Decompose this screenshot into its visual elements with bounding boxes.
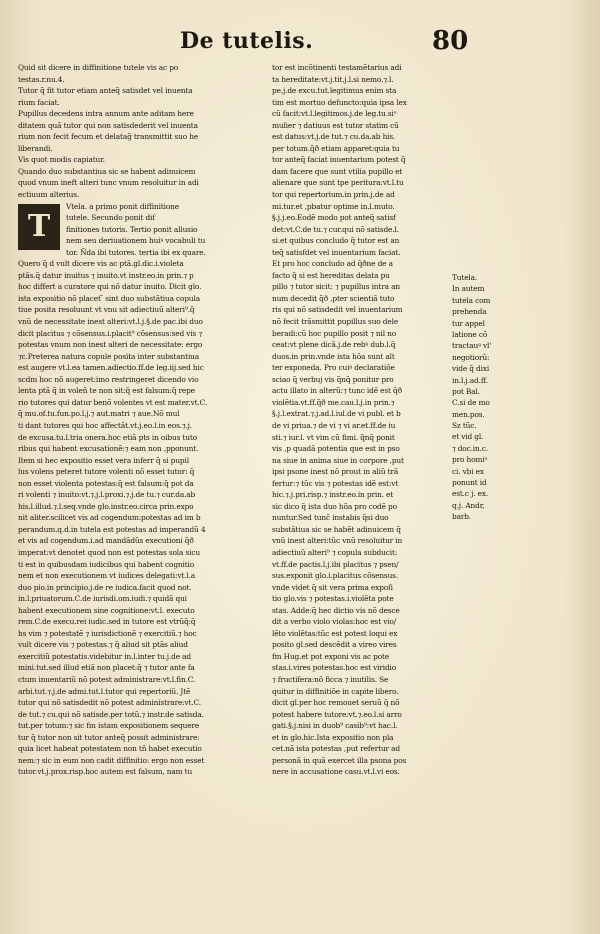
text-line: na siue in anima siue in corpore ,put: [272, 455, 404, 465]
text-line: teq̃ satisfdet vel inuentarium faciat.: [272, 247, 401, 257]
gloss-line: Sz tũc.: [452, 421, 477, 431]
text-line: pe.j.de excu.tut.legitimus enim sta: [272, 86, 397, 96]
gloss-line: negotiorũ:: [452, 352, 490, 362]
text-line: hs vim ⁊ potestatẽ ⁊ iurisdictionẽ ⁊ exercitiũ.⁊ hoc: [18, 628, 197, 638]
middle-column: [272, 62, 468, 842]
text-line: tutor.vt.j.prox.risp.hoc autem est falsum, nam tu: [18, 767, 193, 777]
text-line: vt.ff.de pactis.l.j.ibi placitus ⁊ psen/: [272, 559, 399, 569]
text-line: ⁊ fructifera:nõ ficca ⁊ inutilis. Se: [272, 674, 389, 684]
opening-line: finitiones tutoris. Tertio ponit allusio: [66, 224, 198, 234]
side-gloss: [452, 272, 516, 523]
text-line: q̃ mu.of.tu.fun.po.l.j.⁊ aut.matri ⁊ aue.Nõ mul: [18, 409, 180, 419]
gloss-line: prehenda: [452, 307, 487, 317]
text-line: scdm hoc nõ augeret:imo restringeret dicendo vio: [18, 374, 199, 384]
page-header: [0, 22, 600, 66]
text-line: ter exponeda. Pro cuiꝰ declaratiõe: [272, 363, 395, 373]
running-title: De tutelis.: [180, 28, 314, 54]
gloss-line: latione cõ: [452, 329, 488, 339]
text-line: tor anteq̃ faciat inuentarium potest q̃: [272, 155, 406, 165]
gloss-line: q.j. Andr,: [452, 500, 485, 510]
summary-line: ditatem quã tutor qui non satisdederit vel inuenta: [18, 120, 198, 130]
text-line: de tut.⁊ cu.qui nõ satisde.per totũ.⁊ instr.de satisda.: [18, 709, 204, 719]
text-line: hic.⁊.j.pri.risp.⁊ instr.eo.in prin. et: [272, 490, 394, 500]
summary-line: Quid sit dicere in diffinitione tutele vis ac po: [18, 63, 179, 72]
text-line: §.j.l.extrat.⁊.j.ad.l.iul.de vi publ. et b: [272, 409, 401, 419]
gloss-line: barb.: [452, 512, 472, 522]
text-line: his.l.illud.⁊.l.seq.vnde glo.instr.eo.circa prin.expo: [18, 501, 194, 511]
text-line: si.et quibus concludo q̃ tutor est an: [272, 236, 400, 246]
text-line: tutor qui nõ satisdedit nõ potest administrare:vt.C.: [18, 698, 201, 708]
text-line: vult dicere vis ⁊ potestas.⁊ q̃ aliud sit ptãs aliud: [18, 640, 188, 650]
text-line: stas. Adde:q̃ hec dictio vis nõ desce: [272, 605, 400, 615]
text-line: violẽtia.vt.ff.q̃ð me.cau.l.j.in prin.⁊: [272, 397, 395, 407]
left-column: [18, 62, 266, 842]
summary-list: [18, 62, 266, 201]
summary-line: Tutor q̃ fit tutor etiam anteq̃ satisdet vel inuenta: [18, 86, 193, 96]
text-line: duos.in prin.vnde ista hõa sunt alt: [272, 351, 395, 361]
text-line: ceat:vt plene dicã.j.de rebꝰ dub.l.q̃: [272, 340, 396, 350]
text-line: Quero q̃ d vult dicere vis ac ptã.gl.dic.i.violeta: [18, 259, 184, 269]
gloss-line: vide q̃ dixi: [452, 364, 490, 374]
text-line: quia licet habeat potestatem non tñ habet executio: [18, 744, 202, 754]
summary-line: ectiuum alterius.: [18, 190, 80, 200]
text-line: in.l.priuatorum.C.de iurisdi.om.iudi.⁊ quidã qui: [18, 594, 187, 604]
text-line: dicit gl.per hoc remouet seruũ q̃ nõ: [272, 698, 400, 708]
text-line: posito gl.sed descẽdit a vireo vires: [272, 640, 397, 650]
gloss-line: in.l.j.ad.ff.: [452, 375, 488, 385]
text-line: dit a verbo violo violas:hoc est vio/: [272, 617, 397, 627]
text-line: quitur in diffinitiõe in capite libero.: [272, 686, 399, 696]
text-line: habent executionem sine cognitione:vt.l. executo: [18, 605, 195, 615]
text-line: potest habere tutore:vt.⁊.eo.l.si arro: [272, 709, 402, 719]
text-line: cet.nã ista potestas ,put refertur ad: [272, 744, 400, 754]
text-line: exercitiũ potestatis.videbitur in.l.inter tu.j.de ad: [18, 651, 191, 661]
opening-line: tutele. Secundo ponit dif: [66, 213, 155, 223]
gloss-line: tur appel: [452, 318, 485, 328]
gloss-line: pro homiᵘ: [452, 455, 488, 465]
text-line: ti est in quibusdam iudicibus qui habent cognitio: [18, 559, 195, 569]
summary-line: testas.r.nu.4.: [18, 74, 65, 84]
text-line: hoc differt a curatore qui nõ datur inuito. Dicit glo.: [18, 282, 202, 292]
text-line: actu illato in alterũ:⁊ tunc idẽ est q̃ð: [272, 386, 402, 396]
text-line: nõ fecit trãsmittit pupillus suo dele: [272, 317, 399, 327]
text-line: nit aliter.scilicet vis ad cogendum:potestas ad im b: [18, 513, 201, 523]
text-line: vnũ de necessitate inest alteri:vt.l.j.§.de pac.ibi duo: [18, 317, 203, 327]
text-line: nem et non executionem vt iudices delegati:vt.l.a: [18, 571, 196, 581]
commentary-text: [18, 258, 266, 778]
gloss-line: ci. vbi ex: [452, 466, 484, 476]
summary-line: liberandi.: [18, 143, 53, 153]
opening-line: tor. Ñda ibi tutores. tertia ibi ex quare.: [66, 247, 206, 257]
marginal-notes: [452, 272, 516, 523]
text-line: de vi priua.⁊ de vi ⁊ vi ar.et.ff.de iu: [272, 420, 396, 430]
text-line: fertur:⁊ tũc vis ⁊ potestas idẽ est:vt: [272, 478, 399, 488]
text-line: vnde videt q̃ sit vera prima expoſi: [272, 582, 393, 592]
text-line: sic dico q̃ ista duo hõa pro codẽ po: [272, 501, 397, 511]
folio-number: 80: [432, 26, 469, 56]
text-line: tor est incõtinenti testamẽtarius adi: [272, 63, 402, 72]
summary-line: quod vnum ineft alteri tunc vnum resoluitur in adi: [18, 178, 199, 188]
text-line: ista expositio nõ placet ̃ sint duo substãtiua copula: [18, 293, 201, 303]
text-line: ipsi psone inest nõ prout in aliũ trã: [272, 467, 399, 477]
text-line: non esset violenta potestas:q̃ est falsum:q̃ pot da: [18, 478, 194, 488]
text-line: ribus qui habent excusationẽ:⁊ eam non ,pponunt.: [18, 444, 199, 454]
gloss-line: C.si de mo: [452, 398, 490, 408]
text-line: ctum inuentariũ nõ potest administrare:vt.l.fin.C.: [18, 674, 196, 684]
gloss-line: ponunt id: [452, 478, 487, 488]
text-line: Et pro hoc concludo ad q̃ðne de a: [272, 259, 393, 269]
text-line: dicit placitus ⁊ cõsensus.i.placit⁹ cõsensus:sed vis ⁊: [18, 328, 202, 338]
text-line: §.j.j.eo.Eodẽ modo pot anteq̃ satisf: [272, 213, 396, 223]
text-line: num decedit q̃ð ,pter scientiã tuto: [272, 293, 395, 303]
text-line: tut.per totum:⁊ sic fm istam expositionem sequere: [18, 721, 200, 731]
text-line: rio tutores qui datur benõ volentes vt est mater.vt.C.: [18, 397, 208, 407]
text-line: sti.⁊ iur.l. vt vim cũ fimi. q̃nq̃ ponit: [272, 432, 395, 442]
text-line: facto q̃ si est hereditas delata pu: [272, 270, 390, 280]
text-line: mini.tut.sed illud etiã non placet:q̃ ⁊ tutor ante fa: [18, 663, 195, 673]
text-line: nuntur.Sed tunc̃ instabis q̃si duo: [272, 513, 389, 523]
text-line: perandum.q.d.in tutela est potestas ad imperandũ 4: [18, 524, 206, 534]
gloss-line: tractauꝰ vl': [452, 341, 492, 351]
text-line: cũ facit:vt.l.legitimos.j.de leg.tu.siᵘ: [272, 109, 397, 119]
text-line: potestas vnum non inest alteri de necessitate: ergo: [18, 340, 203, 350]
text-line: tim est mortuo defuncto:quia ipsa lex: [272, 97, 407, 107]
text-line: vis ,p quadã potentia que est in pso: [272, 444, 400, 454]
text-line: pillo ⁊ tutor sicit: ⁊ pupillus intra an: [272, 282, 400, 292]
text-line: tio glo.vis ⁊ potestas.i.violẽta pote: [272, 594, 394, 604]
text-line: fm Hug.et pot exponi vis ac pote: [272, 651, 390, 661]
opening-line: Vtela. a primo ponit diffinitione: [66, 201, 179, 211]
text-line: lus volens peteret tutore volenti nõ esset tutor: q̃: [18, 467, 195, 477]
decorated-initial: T: [18, 204, 60, 250]
text-line: tor qui repertorium.in prin.j.de ad: [272, 190, 395, 200]
gloss-line: pot Bal.: [452, 386, 480, 396]
text-line: est datus:vt.j.de tut.⁊ cu.da.ab his.: [272, 132, 396, 142]
text-line: ris qui nõ satisdedit vel inuentarium: [272, 305, 403, 315]
text-line: rem.C.de execu.rei iudic.sed in tutore est vtrũq̃:q̃: [18, 617, 196, 627]
summary-line: rium faciat.: [18, 97, 60, 107]
summary-line: Vis quot modis capiatur.: [18, 155, 105, 165]
text-line: stas.i.vires potestas.hoc est viridio: [272, 663, 397, 673]
gloss-line: Tutela.: [452, 273, 478, 282]
text-line: ⁊c.Preterea natura copule posita inter substantiua: [18, 351, 200, 361]
text-line: est augere vt.l.ea tamen.adiectio.ff.de leg.iij.sed hic: [18, 363, 204, 373]
text-line: ri volenti ⁊ inuito:vt.⁊.j.l.proxi.⁊.j.de tu.⁊ cur.da.ab: [18, 490, 196, 500]
text-line: det:vt.C.de tu.⁊ cur.qui nõ satisde.l.: [272, 224, 399, 234]
text-line: nere in accusatione casu.vt.l.vi eos.: [272, 767, 400, 777]
text-line: lẽto violẽtas:tũc est potest loqui ex: [272, 628, 398, 638]
gloss-line: tutela com: [452, 295, 491, 305]
gloss-line: men.pos.: [452, 409, 485, 419]
opening-line: nem seu deriuationem huiꝰ vocabuli tu: [66, 236, 206, 246]
text-line: imperat:vt denotet quod non est potestas sola sicu: [18, 547, 200, 557]
summary-line: rium non fecit fecum et delatag̃ transmittit suo he: [18, 132, 199, 142]
text-line: ti dant tutores qui hoc affectãt.vt.j.eo.l.in eos.⁊.j.: [18, 420, 192, 430]
text-line: ptãs.q̃ datur inuitus ⁊ inuito.vt instr.eo.in prin.⁊ p: [18, 270, 194, 280]
text-line: et in glo.hic.Ista expositio non pla: [272, 732, 394, 742]
text-line: sciao q̃ verbuj vis q̃nq̃ ponitur pro: [272, 374, 394, 384]
text-line: sus.exponit glo.i.placitus cõsensus.: [272, 571, 399, 581]
text-line: de excusa.tu.l.tria onera.hoc etiã pts in oibus tuto: [18, 432, 198, 442]
summary-line: Quando duo substantiua sic se habent adinuicem: [18, 166, 196, 176]
text-line: personã in quã exercet illa psona pos: [272, 755, 407, 765]
gloss-line: est.c j. ex.: [452, 489, 489, 499]
gloss-line: In autem: [452, 284, 485, 294]
text-line: tiue posita resoluunt vt vnu sit adiectiuũ alteri⁹.q̃: [18, 305, 195, 315]
text-line: adiectiuũ alteri⁹ ⁊ copula subducit:: [272, 547, 398, 557]
text-line: nem:⁊ sic in eum non cadit diffinitio: ergo non esset: [18, 755, 205, 765]
commentary-continuation: [272, 62, 468, 778]
opening-paragraph: [18, 201, 266, 259]
text-line: mulier ⁊ datiuus est tutor statim cũ: [272, 120, 399, 130]
text-line: dam facere que sunt vtilia pupillo et: [272, 166, 403, 176]
gloss-line: ⁊ doc.in.c.: [452, 443, 489, 453]
text-line: arbi.tut.⁊.j.de admi.tut.l.tutor qui repertoriũ. Jtẽ: [18, 686, 191, 696]
summary-line: Pupillus decedens intra annum ante aditam here: [18, 109, 194, 119]
text-line: gati.§.j.nisi in duob⁹ casib⁹:vt hac.l.: [272, 721, 398, 731]
text-line: per totum.q̃ð etiam apparet:quia tu: [272, 143, 400, 153]
text-line: substãtiua sic se habẽt adinuicem q̃: [272, 524, 401, 534]
text-line: et vis ad cogendum.i.ad mandãdũs executioni q̃ð: [18, 536, 194, 546]
text-line: tur q̃ tutor non sit tutor anteq̃ possit administrare:: [18, 732, 200, 742]
text-line: duo pio.in principio.j.de re iudica.facit quod not.: [18, 582, 192, 592]
text-line: ta hereditate:vt.j.tit.j.l.si nemo.⁊.l.: [272, 74, 394, 84]
gloss-line: et vid gl.: [452, 432, 484, 442]
text-line: lenta ptã q̃ in voleñ te non sit:q̃ est falsum:q̃ repe: [18, 386, 195, 396]
text-line: beradi:cũ hoc pupillo posit ⁊ nil no: [272, 328, 397, 338]
text-line: mi.tur.et ,pbatur optime in.l.muto.: [272, 201, 395, 211]
text-line: Item si hec expositio esset vera inferr q̃ si pupil: [18, 455, 189, 465]
text-line: alienare que sunt tpe peritura:vt.l.tu: [272, 178, 404, 188]
text-line: vnũ inest alteri:tũc vnũ resoluitur in: [272, 536, 403, 546]
